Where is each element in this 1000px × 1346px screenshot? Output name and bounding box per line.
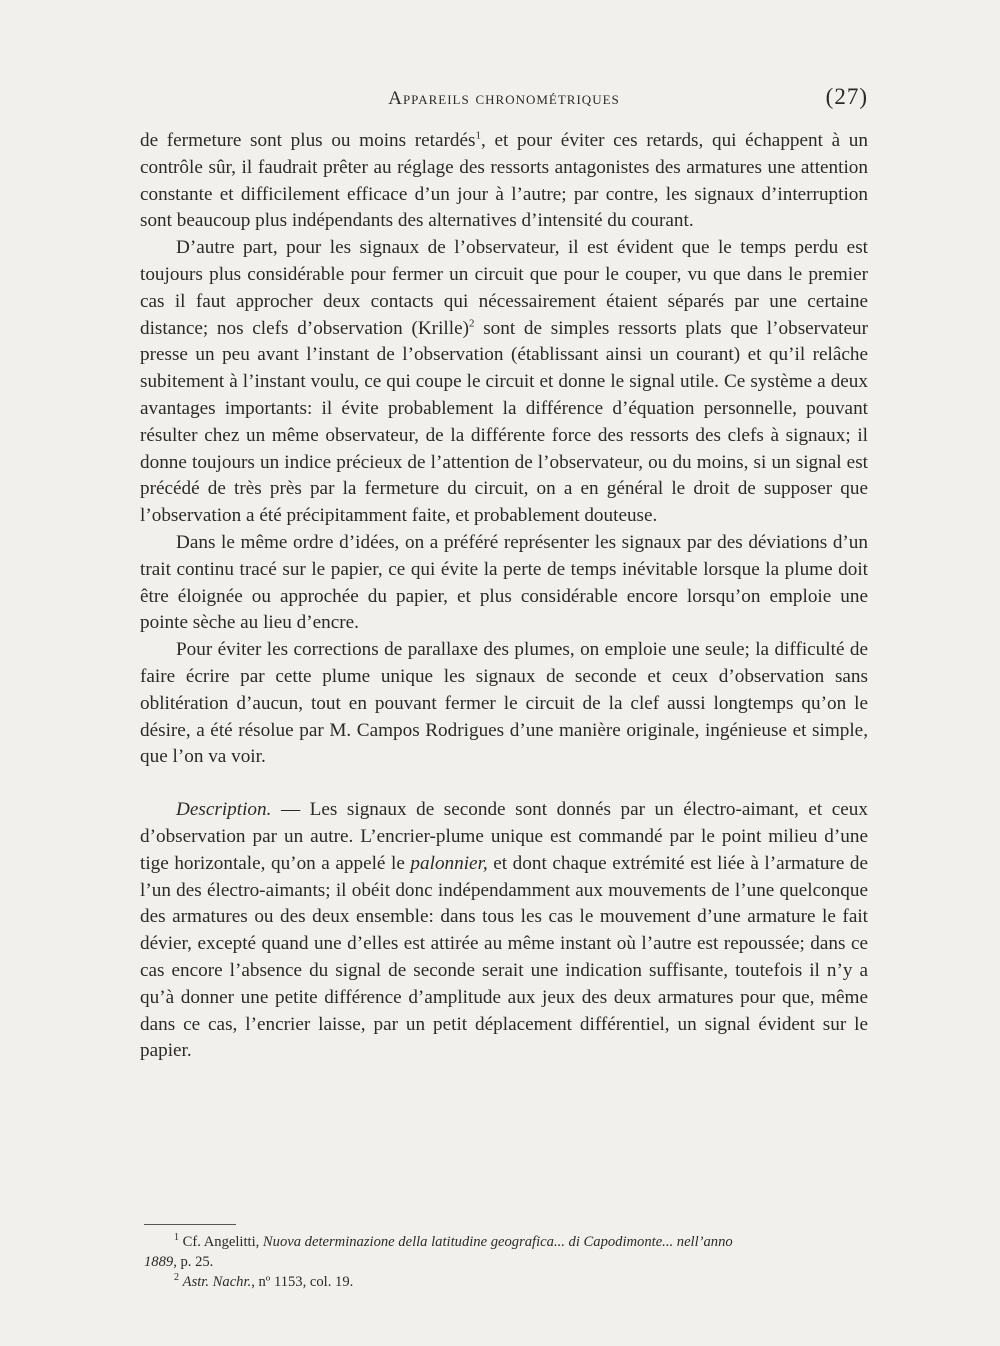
paragraph-2-text-b: sont de simples ressorts plats que l’observateur presse un peu avant l’instant de l’observation (établissant ainsi un courant) et qu’il relâche subitement à l’instant voulu, ce qui coupe le circuit et donne le signal utile. Ce système a deux avantages importants: il évite probablement la différence d’équation personnelle, pouvant résulter chez un même observateur, de la différente force des ressorts des clefs à signaux; il donne toujours un indice précieux de l’attention de l’observateur, ou du moins, si un signal est précédé de très près par la fermeture du circuit, on a en général le droit de supposer que l’observation a été précipitamment faite, et probablement douteuse. <box>140 317 869 527</box>
footnote-1-mark: 1 <box>174 1232 179 1244</box>
footnote-2 <box>144 1272 868 1292</box>
footnote-divider <box>144 1224 236 1225</box>
paragraph-1 <box>140 128 868 235</box>
page-header <box>140 84 868 118</box>
paragraph-5-text-b: et dont chaque extrémité est liée à l’armature de l’un des électro-aimants; il obéit donc indépendamment aux mouvements de l’une quelconque des armatures ou des deux ensemble: dans tous les cas le mouvement d’une armature le fait dévier, excepté quand une d’elles est attirée au même instant où l’autre est repoussée; dans ce cas encore l’absence du signal de seconde serait une indication suffisante, toutefois il n’y a qu’à donner une petite différence d’amplitude aux jeux des deux armatures pour que, même dans ce cas, l’encrier laisse, par un petit déplacement différentiel, un signal évident sur le papier. <box>140 852 868 1062</box>
footnote-1-title: Nuova determinazione della latitudine geografica... di Capodimonte... nell’anno <box>262 1234 733 1250</box>
footnote-1-prefix: Cf. Angelitti, <box>182 1234 263 1250</box>
paragraph-1-text-b: , et pour éviter ces retards, qui échappent à un contrôle sûr, il faudrait prêter au réglage des ressorts antagonistes des armatures une attention constante et difficilement efficace d’un jour à l’autre; par contre, les signaux d’interruption sont beaucoup plus indépendants des alternatives d’intensité du courant. <box>140 130 868 232</box>
page-number: (27) <box>825 84 868 109</box>
paragraph-3: Dans le même ordre d’idées, on a préféré représenter les signaux par des déviations d’un trait continu tracé sur le papier, ce qui évite la perte de temps inévitable lorsque la plume doit être éloignée ou approchée du papier, et plus considérable encore lorsqu’on emploie une pointe sèche au lieu d’encre. <box>140 531 868 634</box>
footnote-1-suffix: , p. 25. <box>173 1254 214 1270</box>
footnote-ref-1: 1 <box>475 129 481 142</box>
footnote-2-suffix: , nº 1153, col. 19. <box>251 1274 354 1290</box>
running-title: Appareils chronométriques <box>388 88 620 109</box>
paragraph-2-text-a: D’autre part, pour les signaux de l’observateur, il est évident que le temps perdu est toujours plus considérable pour fermer un circuit que pour le couper, vu que dans le premier cas il faut approcher deux contacts qui nécessairement étaient séparés par une certaine distance; nos clefs d’observation (Krille) <box>140 237 868 339</box>
term-palonnier: palonnier, <box>410 852 488 874</box>
paragraph-1-text-a: de fermeture sont plus ou moins retardés <box>140 130 476 151</box>
footnote-2-title: Astr. Nachr. <box>182 1274 252 1290</box>
paragraph-5-text-a: — Les signaux de seconde sont donnés par un électro-aimant, et ceux d’observation par un autre. L’encrier-plume unique est commandé par le point milieu d’une tige horizontale, qu’on a appelé le <box>140 799 868 874</box>
footnote-1 <box>144 1232 868 1272</box>
footnote-2-mark: 2 <box>174 1272 179 1284</box>
paragraph-5 <box>140 797 868 1065</box>
body-text <box>140 128 868 1065</box>
footnotes <box>144 1232 868 1292</box>
footnote-1-year: 1889 <box>144 1254 174 1270</box>
footnote-ref-2: 2 <box>468 317 475 330</box>
section-heading-description: Description. <box>176 799 272 821</box>
paragraph-4: Pour éviter les corrections de parallaxe des plumes, on emploie une seule; la difficulté de faire écrire par cette plume unique les signaux de seconde et ceux d’observation sans oblitération d’aucun, tout en pouvant fermer le circuit de la clef aussi longtemps qu’on le désire, a été résolue par M. Campos Rodrigues d’une manière originale, ingénieuse et simple, que l’on va voir. <box>140 639 868 768</box>
paragraph-2 <box>140 235 868 530</box>
